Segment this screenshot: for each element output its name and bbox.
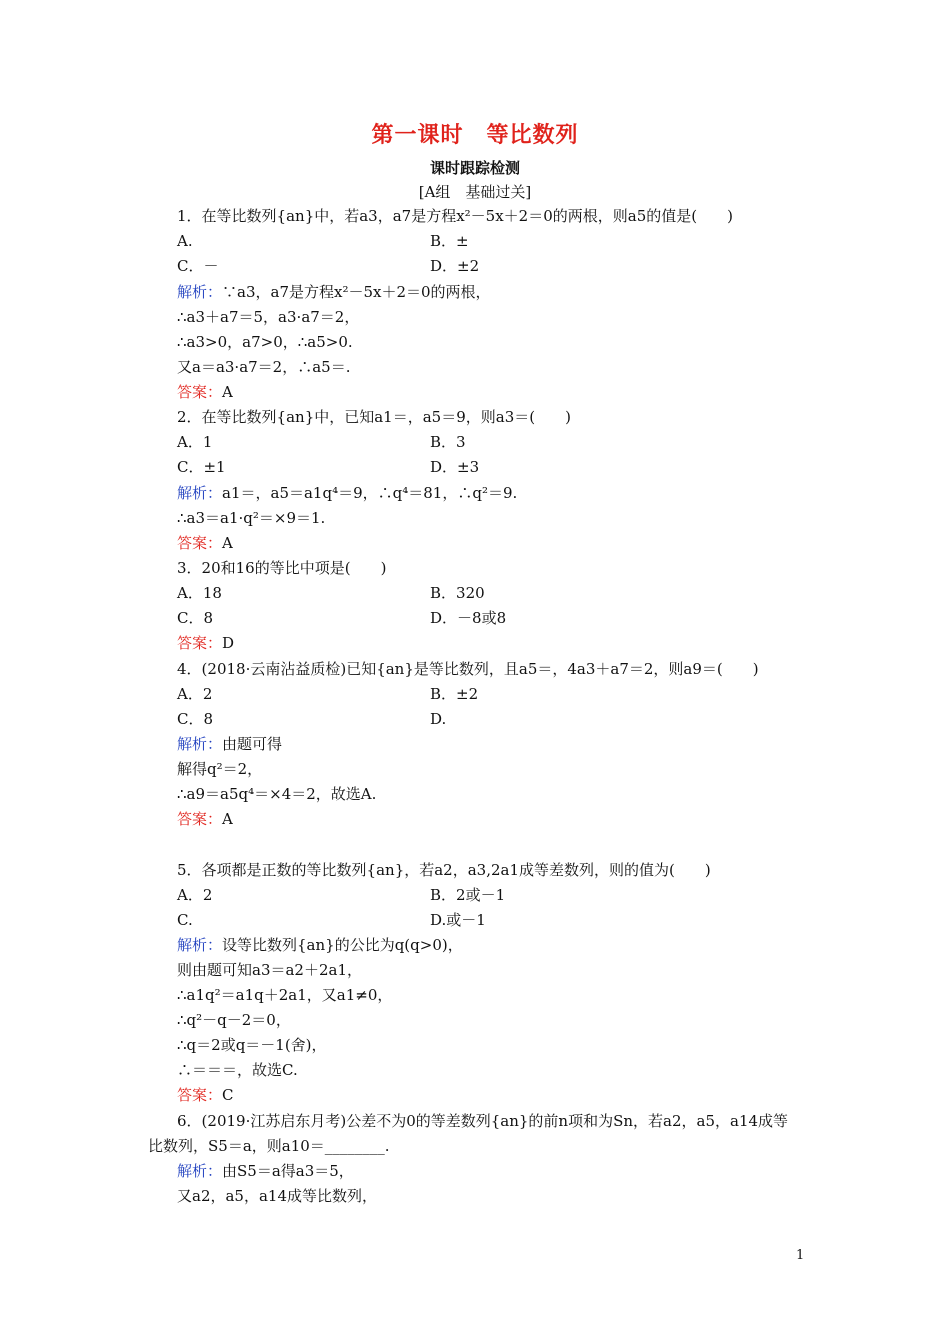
q6-solution-2: 又a2，a5，a14成等比数列， bbox=[177, 1187, 378, 1205]
q4-answer bbox=[177, 809, 233, 829]
q1-option-d: D．±2 bbox=[430, 257, 480, 275]
q4-stem: 4．(2018·云南沾益质检)已知{an}是等比数列，且a5＝，4a3＋a7＝2，则a9＝( ) bbox=[177, 660, 759, 678]
q1-option-b: B．± bbox=[430, 232, 469, 250]
q3-option-b: B．320 bbox=[430, 584, 485, 602]
q4-option-a: A．2 bbox=[177, 685, 213, 703]
answer-label: 答案： bbox=[177, 383, 223, 401]
q4-solution-3: ∴a9＝a5q⁴＝×4＝2，故选A. bbox=[177, 785, 377, 803]
q6-stem-1: 6．(2019·江苏启东月考)公差不为0的等差数列{an}的前n项和为Sn，若a2，a5，a14成等 bbox=[177, 1112, 789, 1130]
q2-solution-line bbox=[177, 483, 517, 503]
section-subtitle: 课时跟踪检测 bbox=[429, 159, 520, 177]
solution-text: 设等比数列{an}的公比为q(q>0)， bbox=[222, 936, 463, 954]
solution-label: 解析： bbox=[177, 484, 223, 502]
q3-answer bbox=[177, 633, 234, 653]
solution-text: a1＝，a5＝a1q⁴＝9，∴q⁴＝81，∴q²＝9. bbox=[222, 484, 518, 502]
q5-option-b: B．2或－1 bbox=[430, 886, 506, 904]
q1-option-c: C．－ bbox=[177, 257, 219, 275]
q1-solution-line bbox=[177, 282, 491, 302]
group-heading: [A组 基础过关] bbox=[418, 183, 532, 201]
q5-stem: 5．各项都是正数的等比数列{an}，若a2，a3,2a1成等差数列，则的值为( ) bbox=[177, 861, 711, 879]
q2-stem: 2．在等比数列{an}中，已知a1＝，a5＝9，则a3＝( ) bbox=[177, 408, 571, 426]
q5-solution-2: 则由题可知a3＝a2＋2a1， bbox=[177, 961, 363, 979]
q5-solution-line bbox=[177, 935, 463, 955]
q5-solution-3: ∴a1q²＝a1q＋2a1，又a1≠0， bbox=[177, 986, 393, 1004]
answer-value: A bbox=[222, 534, 233, 552]
solution-text: 由题可得 bbox=[222, 735, 283, 753]
answer-label: 答案： bbox=[177, 1086, 223, 1104]
solution-text: 由S5＝a得a3＝5， bbox=[222, 1162, 354, 1180]
page-number: 1 bbox=[796, 1248, 805, 1263]
q3-option-a: A．18 bbox=[177, 584, 222, 602]
q2-option-a: A．1 bbox=[177, 433, 213, 451]
q5-solution-5: ∴q＝2或q＝－1(舍)， bbox=[177, 1036, 327, 1054]
q5-answer bbox=[177, 1085, 234, 1105]
q5-option-d: D.或－1 bbox=[430, 911, 486, 929]
answer-label: 答案： bbox=[177, 634, 223, 652]
q1-solution-2: ∴a3＋a7＝5，a3·a7＝2， bbox=[177, 308, 360, 326]
q2-solution-2: ∴a3＝a1·q²＝×9＝1. bbox=[177, 509, 326, 527]
q4-solution-line bbox=[177, 734, 282, 754]
lesson-title: 第一课时 等比数列 bbox=[371, 123, 579, 148]
q3-stem: 3．20和16的等比中项是( ) bbox=[177, 559, 387, 577]
q1-solution-3: ∴a3>0，a7>0，∴a5>0. bbox=[177, 333, 353, 351]
solution-label: 解析： bbox=[177, 1162, 223, 1180]
answer-value: D bbox=[222, 634, 235, 652]
q2-option-c: C．±1 bbox=[177, 458, 226, 476]
q4-option-b: B．±2 bbox=[430, 685, 479, 703]
q4-option-c: C．8 bbox=[177, 710, 214, 728]
solution-text: ∵a3，a7是方程x²－5x＋2＝0的两根， bbox=[222, 283, 491, 301]
solution-label: 解析： bbox=[177, 936, 223, 954]
q6-solution-line bbox=[177, 1161, 354, 1181]
answer-value: A bbox=[222, 383, 233, 401]
answer-label: 答案： bbox=[177, 534, 223, 552]
q5-option-a: A．2 bbox=[177, 886, 213, 904]
q6-stem-2: 比数列，S5＝a，则a10＝________. bbox=[148, 1137, 390, 1155]
q1-stem: 1．在等比数列{an}中，若a3，a7是方程x²－5x＋2＝0的两根，则a5的值是( ) bbox=[177, 207, 733, 225]
answer-value: A bbox=[222, 810, 233, 828]
answer-value: C bbox=[222, 1086, 234, 1104]
q2-option-d: D．±3 bbox=[430, 458, 480, 476]
q1-answer bbox=[177, 382, 233, 402]
q3-option-c: C．8 bbox=[177, 609, 214, 627]
q1-option-a: A. bbox=[177, 232, 193, 250]
solution-label: 解析： bbox=[177, 283, 223, 301]
q2-answer bbox=[177, 533, 233, 553]
q5-solution-4: ∴q²－q－2＝0， bbox=[177, 1011, 291, 1029]
answer-label: 答案： bbox=[177, 810, 223, 828]
q5-solution-6: ∴＝＝＝，故选C. bbox=[177, 1061, 298, 1079]
q3-option-d: D．－8或8 bbox=[430, 609, 507, 627]
q1-solution-4: 又a＝a3·a7＝2，∴a5＝. bbox=[177, 358, 351, 376]
q4-option-d: D. bbox=[430, 710, 447, 728]
q5-option-c: C. bbox=[177, 911, 193, 929]
solution-label: 解析： bbox=[177, 735, 223, 753]
q4-solution-2: 解得q²＝2， bbox=[177, 760, 263, 778]
q2-option-b: B．3 bbox=[430, 433, 466, 451]
